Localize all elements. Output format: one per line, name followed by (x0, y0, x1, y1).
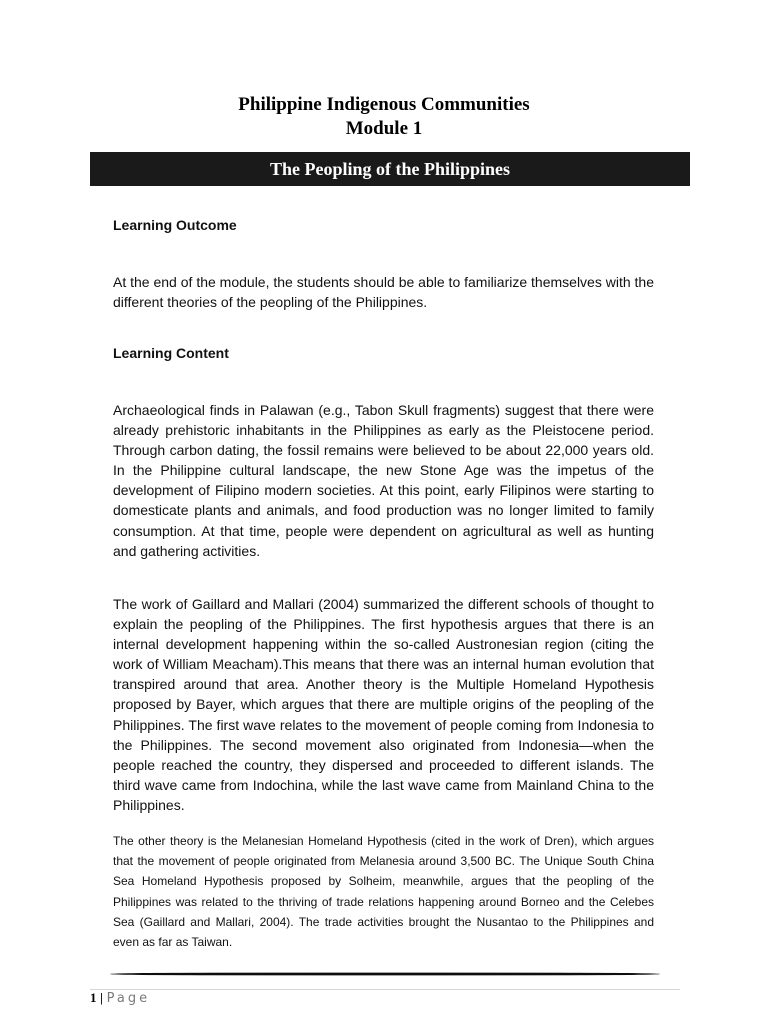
content-paragraph-1: Archaeological finds in Palawan (e.g., Tabon Skull fragments) suggest that there were already prehistoric inhabitants in the Philippines as early as the Pleistocene period. Through carbon dating, the fossil remains were believed to be about 22,000 years old. In the Philippine cultural landscape, the new Stone Age was the impetus of the development of Filipino modern societies. At this point, early Filipinos were starting to domesticate plants and animals, and food production was no longer limited to family consumption. At that time, people were dependent on agricultural as well as hunting and gathering activities. (113, 402, 654, 559)
page-number: 1 (90, 990, 97, 1005)
page-separator: | (100, 990, 103, 1005)
learning-outcome-text: At the end of the module, the students should be able to familiarize themselves with the different theories of the peopling of the Philippines. (113, 274, 654, 311)
decorative-divider (110, 972, 660, 976)
module-label: Module 1 (345, 118, 423, 139)
content-paragraph-3: The other theory is the Melanesian Homeland Hypothesis (cited in the work of Dren), which argues that the movement of people originated from Melanesia around 3,500 BC. The Unique South China Sea Homeland Hypothesis proposed by Solheim, meanwhile, argues that the peopling of the Philippines was related to the thriving of trade relations happening around Borneo and the Celebes Sea (Gaillard and Mallari, 2004). The trade activities brought the Nusantao to the Philippines and even as far as Taiwan. (113, 834, 654, 950)
content-paragraph-2: The work of Gaillard and Mallari (2004) summarized the different schools of thought to explain the peopling of the Philippines. The first hypothesis argues that there is an internal development happening within the so-called Austronesian region (citing the work of William Meacham).This means that there was an internal human evolution that transpired around that area. Another theory is the Multiple Homeland Hypothesis proposed by Bayer, which argues that there are multiple origins of the peopling of the Philippines. The first wave relates to the movement of people coming from Indonesia to the Philippines. The second movement also originated from Indonesia—when the people reached the country, they dispersed and proceeded to different islands. The third wave came from Indochina, while the last wave came from Mainland China to the Philippines. (113, 596, 654, 813)
learning-outcome-heading: Learning Outcome (113, 217, 237, 233)
learning-content-heading: Learning Content (113, 345, 229, 361)
page-footer (90, 990, 150, 1006)
footer-divider (90, 989, 680, 990)
page-label: Page (106, 991, 151, 1006)
document-title: Philippine Indigenous Communities (238, 94, 530, 115)
section-banner: The Peopling of the Philippines (90, 152, 690, 186)
